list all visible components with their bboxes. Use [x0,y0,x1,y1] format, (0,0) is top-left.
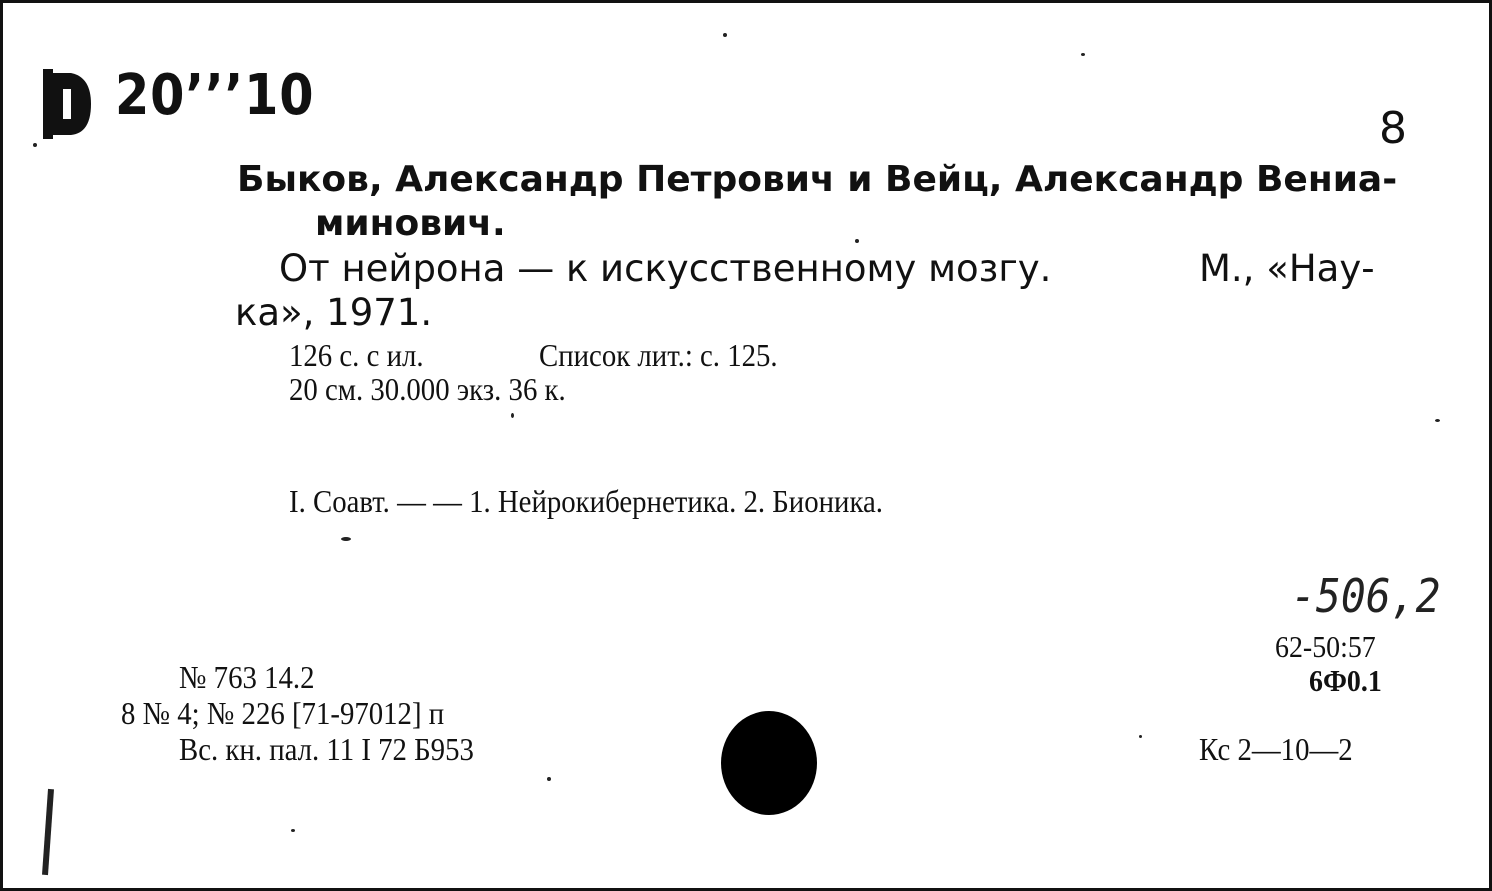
speck [511,413,514,418]
speck [291,829,295,832]
collation-bibliography: Список лит.: с. 125. [539,337,778,373]
classification-index: 6Ф0.1 [1309,663,1382,698]
classification-code: 62-50:57 [1275,629,1376,664]
collation-details: 20 см. 30.000 экз. 36 к. [289,371,566,407]
speck [855,239,859,243]
pen-stroke [42,789,54,875]
card-number: 8 [1379,103,1407,154]
speck [1139,735,1142,738]
title-line-2: ка», 1971. [235,291,433,334]
title-line-1: От нейрона — к искусственному мозгу. [279,247,1052,290]
speck [1081,53,1085,56]
registration-line-2: 8 № 4; № 226 [71-97012] п [121,695,445,731]
author-line-1: Быков, Александр Петрович и Вейц, Александр Вениа- [237,159,1398,200]
inventory-stamp-number: 20’’’10 [115,63,315,128]
author-line-2: минович. [315,203,506,244]
speck [33,143,37,147]
speck [723,33,727,37]
subject-headings: I. Соавт. — — 1. Нейрокибернетика. 2. Бионика. [289,483,883,519]
speck [1435,419,1440,422]
registration-line-3: Вс. кн. пал. 11 I 72 Б953 [179,731,474,767]
collation-pages: 126 с. с ил. [289,337,424,373]
stamp-mark [41,69,95,139]
price-code: Кс 2—10—2 [1199,731,1353,767]
speck [547,777,551,781]
registration-line-1: № 763 14.2 [179,659,315,695]
punch-hole [721,711,817,815]
handwritten-mark: -506,2 [1291,569,1441,623]
title-publisher: М., «Нау- [1199,247,1375,290]
speck [341,537,351,541]
